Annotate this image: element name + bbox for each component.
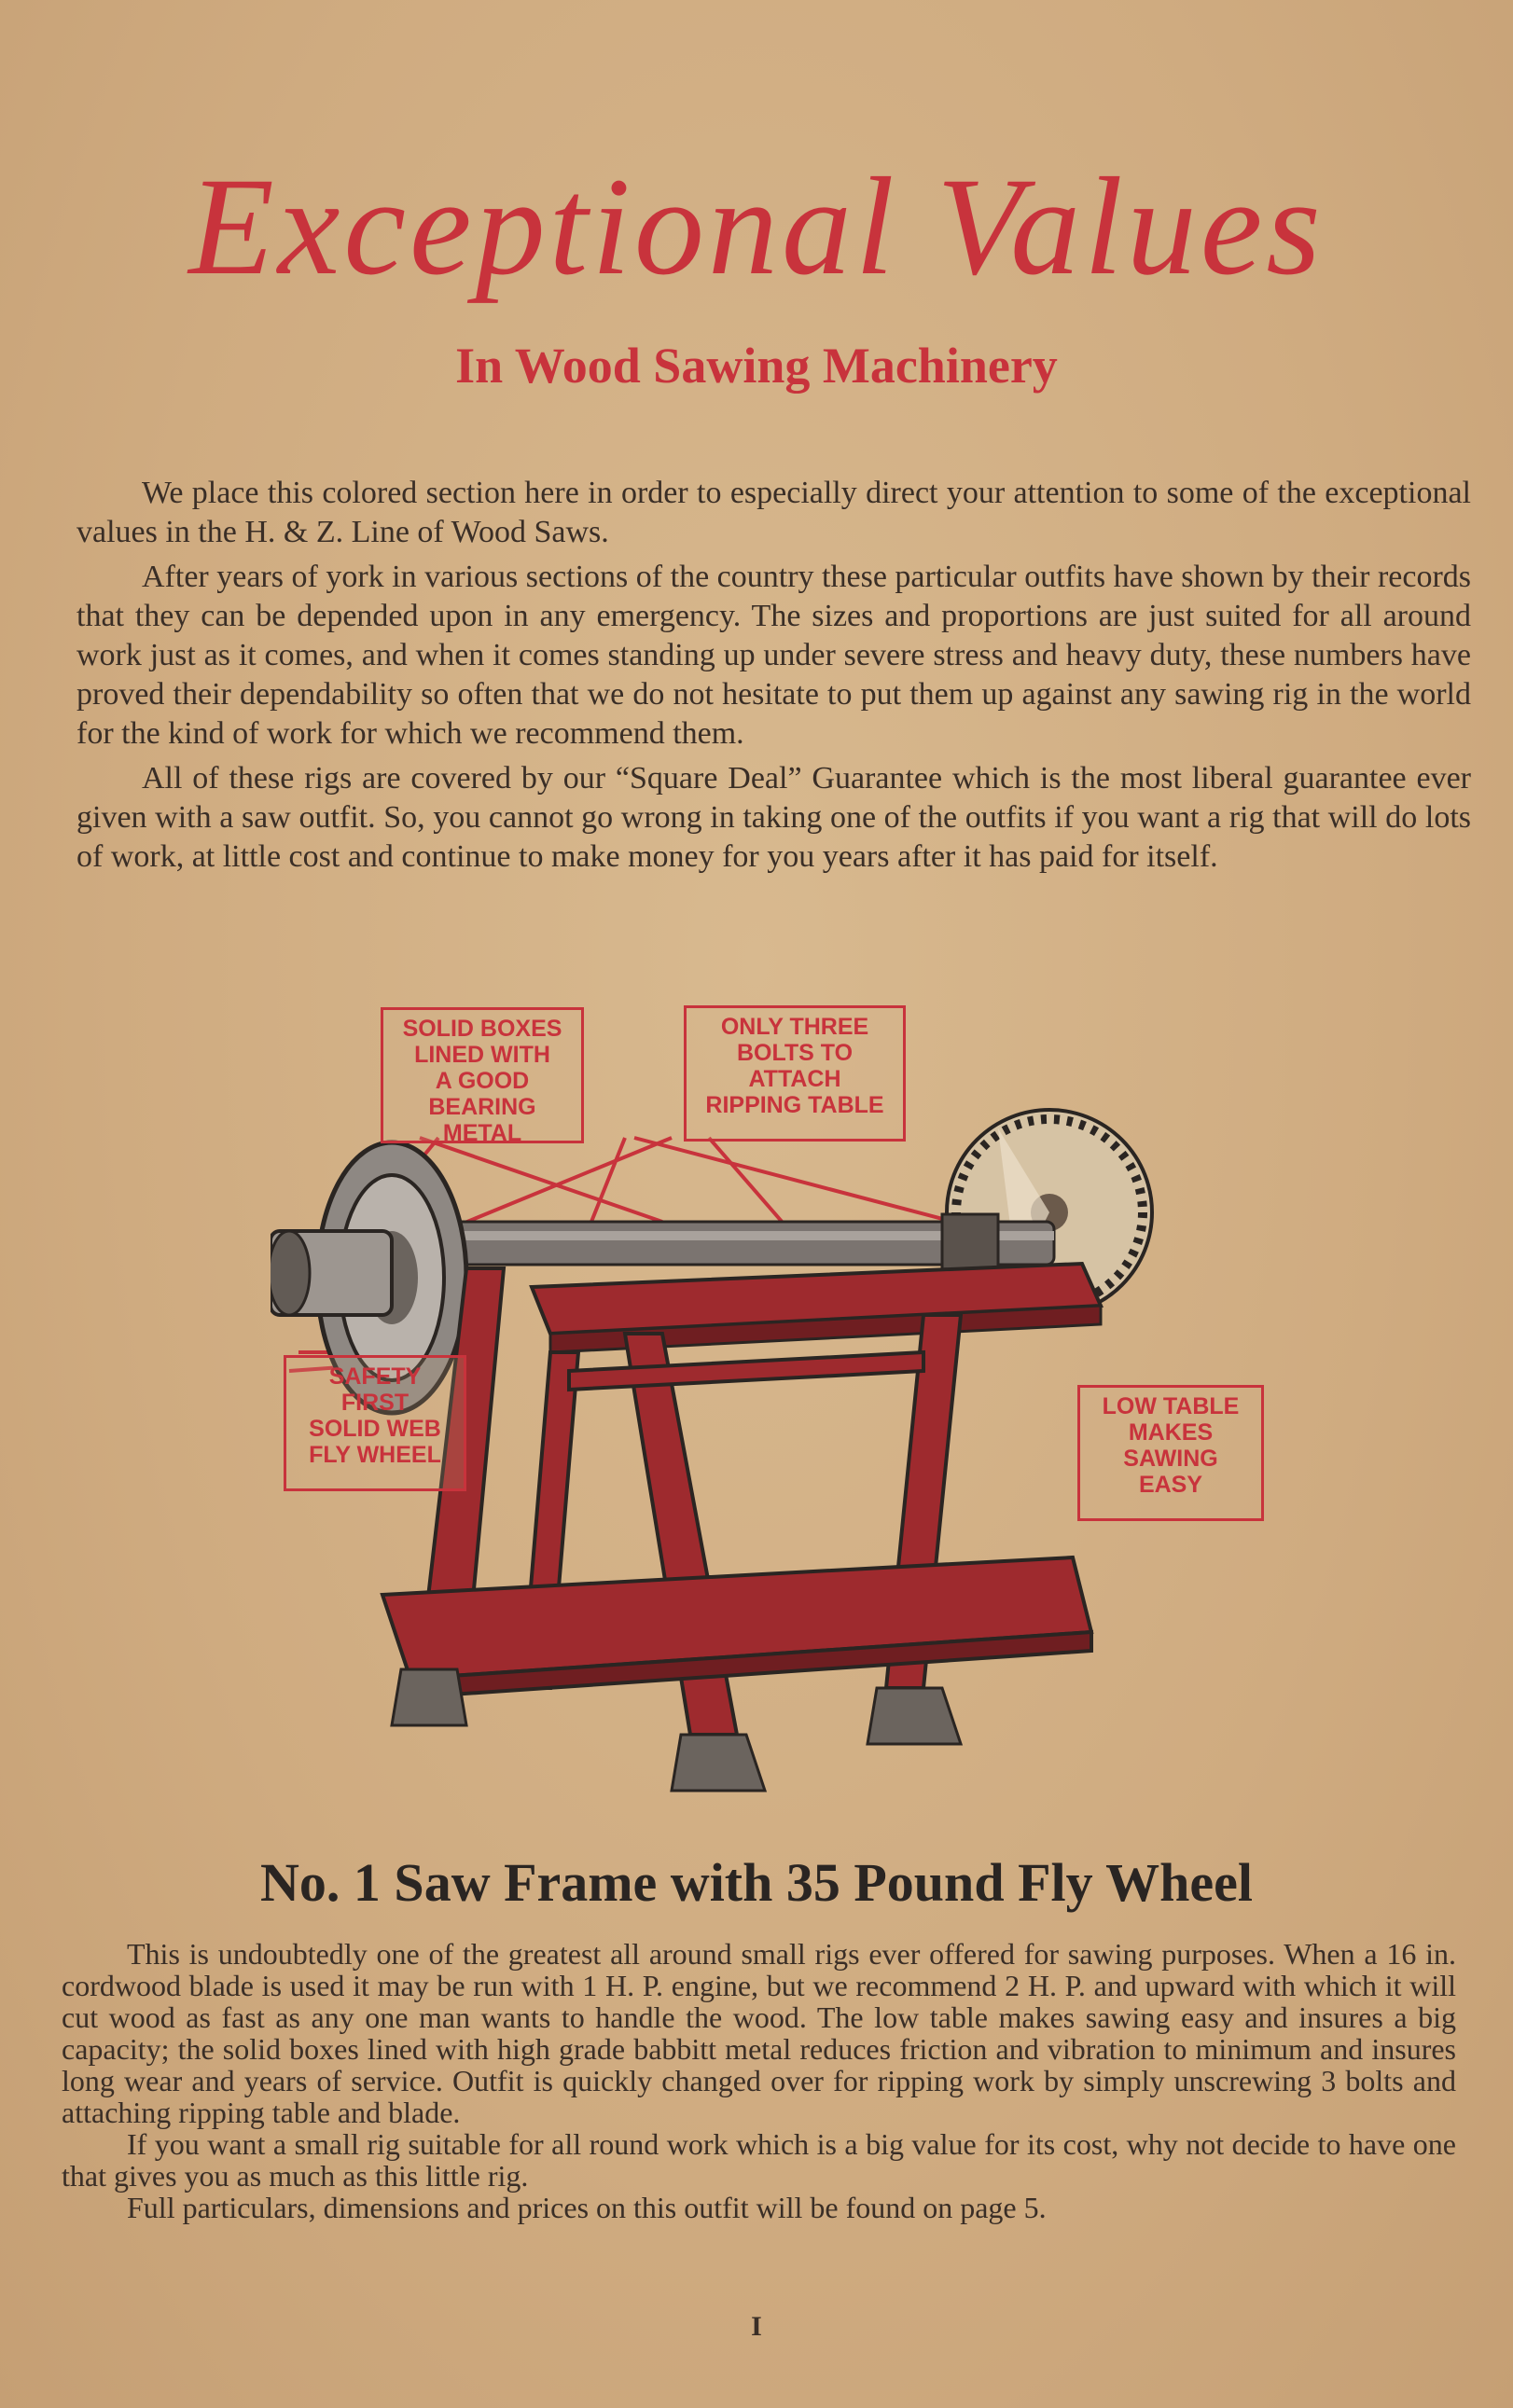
callout-line: EASY (1138, 1472, 1203, 1498)
description-paragraph: This is undoubtedly one of the greatest all around small rigs ever offered for sawing purposes. When a 16 in. cordwood blade is used it may be run with 1 H. P. engine, but we recommend 2 H. P. and upward with which it will cut wood as fast as any one man wants to handle the wood. The low table makes sawing easy and insures a big capacity; the solid boxes lined with high grade babbitt metal reduces friction and vibration to minimum and insures long wear and years of service. Outfit is quickly changed over for ripping work by simply unscrewing 3 bolts and attaching ripping table and blade. (62, 1937, 1456, 2129)
intro-text (76, 474, 1471, 882)
callout-line: BEARING METAL (428, 1094, 536, 1146)
page-subtitle: In Wood Sawing Machinery (455, 338, 1058, 394)
callout-line: FLY WHEEL (309, 1442, 441, 1468)
callout-three-bolts (684, 1005, 906, 1142)
saw-frame-illustration (271, 998, 1278, 1800)
section-heading: No. 1 Saw Frame with 35 Pound Fly Wheel (260, 1852, 1253, 1913)
callout-line: SOLID BOXES (402, 1016, 562, 1042)
page-title: Exceptional Values (188, 149, 1325, 304)
callout-line: SAWING (1123, 1446, 1218, 1472)
callout-line: A GOOD (435, 1068, 530, 1094)
callout-line: ONLY THREE (720, 1014, 869, 1040)
intro-paragraph: All of these rigs are covered by our “Square Deal” Guarantee which is the most liberal guarantee ever given with a saw outfit. So, you cannot go wrong in taking one of the outfits if you want a rig that will do lots of work, at little cost and continue to make money for you years after it has paid for itself. (76, 761, 1471, 874)
callout-line: RIPPING TABLE (705, 1092, 884, 1118)
callout-safety-first (284, 1355, 466, 1491)
callout-line: LINED WITH (414, 1042, 550, 1068)
description-paragraph: If you want a small rig suitable for all round work which is a big value for its cost, why not decide to have one that gives you as much as this little rig. (62, 2127, 1456, 2193)
callout-line: FIRST (340, 1390, 409, 1416)
callout-line: SOLID WEB (309, 1416, 441, 1442)
callout-solid-boxes (381, 1007, 584, 1146)
product-description (62, 1938, 1456, 2223)
callout-line: MAKES (1128, 1419, 1214, 1446)
page-number: I (751, 2311, 762, 2342)
intro-paragraph: We place this colored section here in order to especially direct your attention to some of the exceptional values in the H. & Z. Line of Wood Saws. (76, 476, 1471, 549)
callout-line: ATTACH (748, 1066, 841, 1092)
callout-line: BOLTS TO (736, 1040, 854, 1066)
intro-paragraph: After years of york in various sections of the country these particular outfits have shown by their records that they can be depended upon in any emergency. The sizes and proportions are just suited for all around work just as it comes, and when it comes standing up under severe stress and heavy duty, these numbers have proved their dependability so often that we do not hesitate to put them up against any sawing rig in the world for the kind of work for which we recommend them. (76, 560, 1471, 751)
saw-table (532, 1264, 1101, 1352)
callout-line: LOW TABLE (1102, 1393, 1240, 1419)
callout-line: SAFETY (328, 1363, 422, 1390)
callout-low-table (1077, 1385, 1264, 1521)
description-paragraph: Full particulars, dimensions and prices on this outfit will be found on page 5. (127, 2191, 1047, 2224)
